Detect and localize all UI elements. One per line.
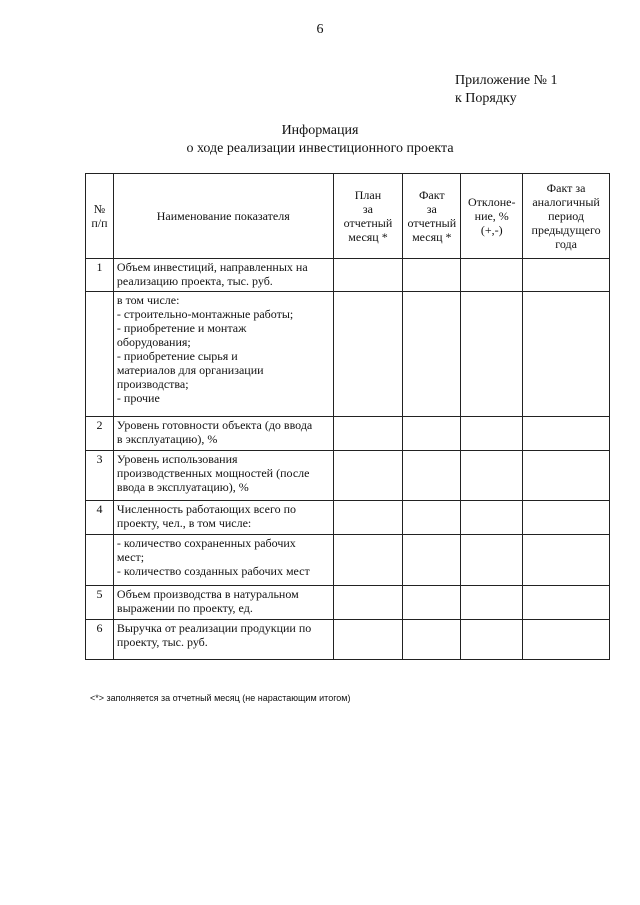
fact-cell xyxy=(403,535,461,586)
indicator-name: Выручка от реализации продукции по проекту, тыс. руб. xyxy=(113,620,333,660)
header-prev-year: Факт за аналогичный период предыдущего года xyxy=(523,174,610,259)
row-number: 6 xyxy=(86,620,114,660)
row-number: 5 xyxy=(86,586,114,620)
prev-year-cell xyxy=(523,292,610,417)
table-row xyxy=(86,417,610,451)
fact-cell xyxy=(403,501,461,535)
table-row xyxy=(86,586,610,620)
table-row xyxy=(86,451,610,501)
deviation-cell xyxy=(461,292,523,417)
title-line: о ходе реализации инвестиционного проекта xyxy=(186,141,454,156)
indicator-name: Объем производства в натуральном выражении по проекту, ед. xyxy=(113,586,333,620)
header-indicator-name: Наименование показателя xyxy=(113,174,333,259)
indicator-name: Объем инвестиций, направленных на реализацию проекта, тыс. руб. xyxy=(113,259,333,292)
fact-cell xyxy=(403,292,461,417)
page-number: 6 xyxy=(316,22,324,37)
indicator-name: Численность работающих всего по проекту, чел., в том числе: xyxy=(113,501,333,535)
table-row xyxy=(86,535,610,586)
fact-cell xyxy=(403,586,461,620)
table-row xyxy=(86,501,610,535)
row-number: 2 xyxy=(86,417,114,451)
header-plan: План за отчетный месяц * xyxy=(333,174,403,259)
deviation-cell xyxy=(461,259,523,292)
plan-cell xyxy=(333,451,403,501)
indicator-name: в том числе: - строительно-монтажные работы; - приобретение и монтаж оборудования; - приобретение сырья и материалов для организации производства; - прочие xyxy=(113,292,333,417)
plan-cell xyxy=(333,620,403,660)
row-number: 3 xyxy=(86,451,114,501)
appendix-line: к Порядку xyxy=(455,91,517,106)
plan-cell xyxy=(333,417,403,451)
header-fact: Факт за отчетный месяц * xyxy=(403,174,461,259)
row-number: 4 xyxy=(86,501,114,535)
table-row xyxy=(86,259,610,292)
table-row xyxy=(86,620,610,660)
document-title xyxy=(0,122,640,158)
header-num: № п/п xyxy=(86,174,114,259)
plan-cell xyxy=(333,501,403,535)
prev-year-cell xyxy=(523,417,610,451)
footnote: <*> заполняется за отчетный месяц (не нарастающим итогом) xyxy=(90,693,351,703)
plan-cell xyxy=(333,259,403,292)
prev-year-cell xyxy=(523,501,610,535)
prev-year-cell xyxy=(523,535,610,586)
row-number: 1 xyxy=(86,259,114,292)
header-deviation: Отклоне- ние, % (+,-) xyxy=(461,174,523,259)
indicator-name: Уровень готовности объекта (до ввода в эксплуатацию), % xyxy=(113,417,333,451)
appendix-line: Приложение № 1 xyxy=(455,73,558,88)
prev-year-cell xyxy=(523,451,610,501)
plan-cell xyxy=(333,292,403,417)
deviation-cell xyxy=(461,535,523,586)
fact-cell xyxy=(403,451,461,501)
plan-cell xyxy=(333,535,403,586)
prev-year-cell xyxy=(523,620,610,660)
row-number xyxy=(86,535,114,586)
appendix-reference xyxy=(455,72,558,108)
table-header-row xyxy=(86,174,610,259)
indicator-name: - количество сохраненных рабочих мест; - количество созданных рабочих мест xyxy=(113,535,333,586)
deviation-cell xyxy=(461,451,523,501)
prev-year-cell xyxy=(523,586,610,620)
prev-year-cell xyxy=(523,259,610,292)
deviation-cell xyxy=(461,620,523,660)
indicator-name: Уровень использования производственных мощностей (после ввода в эксплуатацию), % xyxy=(113,451,333,501)
deviation-cell xyxy=(461,586,523,620)
deviation-cell xyxy=(461,501,523,535)
fact-cell xyxy=(403,259,461,292)
title-line: Информация xyxy=(281,123,359,138)
plan-cell xyxy=(333,586,403,620)
deviation-cell xyxy=(461,417,523,451)
fact-cell xyxy=(403,417,461,451)
fact-cell xyxy=(403,620,461,660)
row-number xyxy=(86,292,114,417)
project-report-table xyxy=(85,173,610,660)
table-row xyxy=(86,292,610,417)
